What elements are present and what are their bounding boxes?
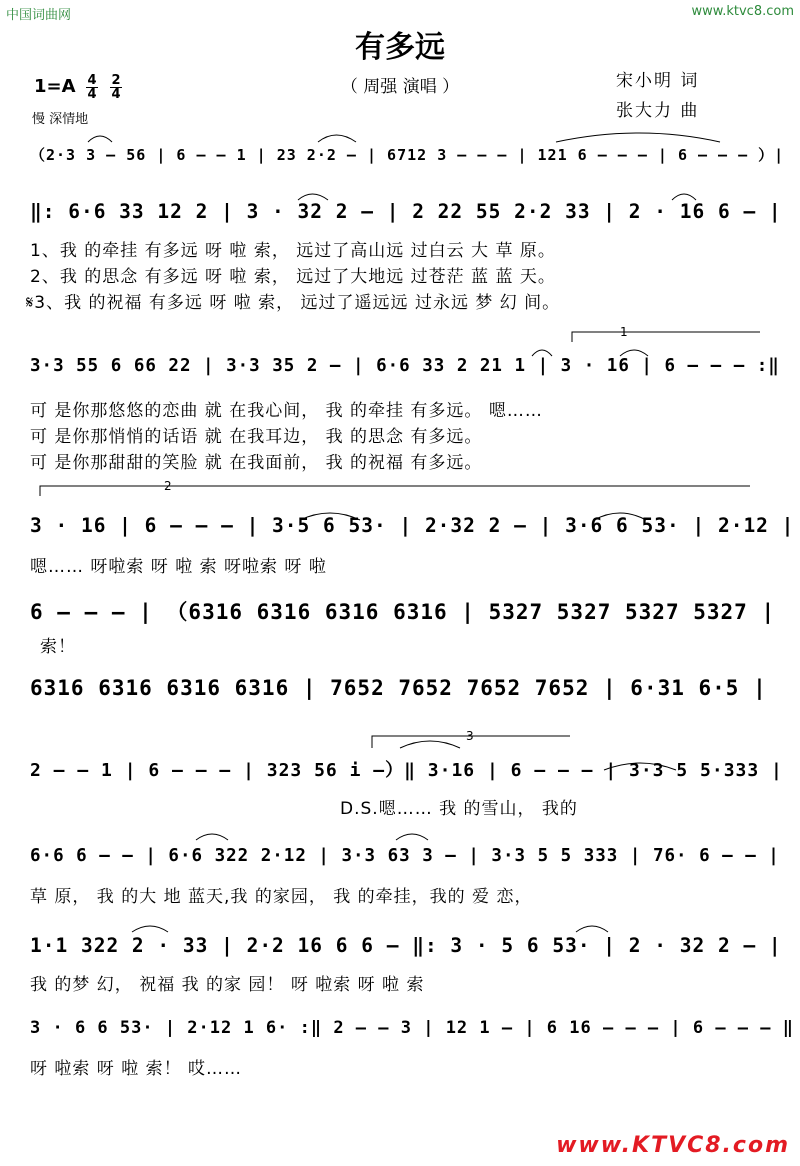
lyric-line: 2、我 的思念 有多远 呀 啦 索， 远过了大地远 过苍茫 蓝 蓝 天。 [30,267,556,287]
time-signature-4-4: 4 4 [87,73,97,102]
volta-bracket-2 [40,486,750,496]
notation-line: 3 · 6 6 53· | 2·12 1 6· :‖ 2 – – 3 | 12 1 – | 6 16 – – – | 6 – – – ‖ [30,1018,794,1038]
notation-line: ‖: 6·6 33 12 2 | 3 · 32 2 – | 2 22 55 2·2 33 | 2 · 16 6 – | [30,200,782,223]
lyric-line: 呀 啦索 呀 啦 索！ 哎…… [30,1059,243,1079]
time-signature-2-4: 2 4 [111,73,121,102]
notation-line: 3·3 55 6 66 22 | 3·3 35 2 – | 6·6 33 2 21 1 | 3 · 16 | 6 – – – :‖ [30,356,780,376]
notation-line: 2 – – 1 | 6 – – – | 323 56 i –）‖ 3·16 | 6 – – – | 3·3 5 5·333 | [30,760,783,781]
volta-label-3: 3 [466,729,474,743]
notation-line: 3 · 16 | 6 – – – | 3·5 6 53· | 2·32 2 – | 3·6 6 53· | 2·12 | [30,514,795,537]
key-signature: 1=A [34,76,76,97]
lyric-line: 𝄋3、我 的祝福 有多远 呀 啦 索， 远过了遥远远 过永远 梦 幻 间。 [26,293,561,313]
notation-line: 1·1 322 2 · 33 | 2·2 16 6 6 – ‖: 3 · 5 6 53· | 2 · 32 2 – | [30,934,782,957]
notation-line: 6316 6316 6316 6316 | 7652 7652 7652 7652 | 6·31 6·5 | [30,676,767,700]
slur [576,926,608,932]
singer-credit: （ 周强 演唱 ） [340,77,460,97]
slur [88,136,112,142]
volta-label-1: 1 [620,325,628,339]
site-watermark-left: 中国词曲网 [6,8,72,23]
site-watermark-right[interactable]: www.ktvc8.com [691,4,794,19]
song-title: 有多远 [355,30,445,65]
slur [132,926,168,932]
composer-credit: 张大力 曲 [616,101,700,121]
site-watermark-bottom[interactable]: www.KTVC8.com [556,1133,790,1158]
slur [396,834,428,840]
notation-line: 6·6 6 – – | 6·6 322 2·12 | 3·3 63 3 – | 3·3 5 5 333 | 76· 6 – – | [30,846,780,866]
tempo-marking: 慢 深情地 [32,112,89,127]
slur [318,135,356,142]
volta-label-2: 2 [164,479,172,493]
slur [400,741,460,748]
slur [196,834,228,840]
lyric-line: 我 的梦 幻， 祝福 我 的家 园！ 呀 啦索 呀 啦 索 [30,975,425,995]
notation-line: （2·3 3 – 56 | 6 – – 1 | 23 2·2 – | 6712 3 – – – | 121 6 – – – | 6 – – – ）| [30,146,785,164]
slur [556,133,720,142]
lyricist-credit: 宋小明 词 [616,71,700,91]
lyric-line: 1、我 的牵挂 有多远 呀 啦 索， 远过了高山远 过白云 大 草 原。 [30,241,556,261]
lyric-line: 可 是你那甜甜的笑脸 就 在我面前， 我 的祝福 有多远。 [30,453,483,473]
lyric-line: 嗯…… 呀啦索 呀 啦 索 呀啦索 呀 啦 [30,557,327,577]
lyric-line: 索！ [40,637,76,657]
lyric-line: 可 是你那悠悠的恋曲 就 在我心间， 我 的牵挂 有多远。 嗯…… [30,401,543,421]
volta-bracket-1 [572,332,760,342]
notation-line: 6 – – – | （6316 6316 6316 6316 | 5327 5327 5327 5327 | [30,600,776,624]
lyric-line: D.S.嗯…… 我 的雪山， 我的 [340,799,578,819]
lyric-line: 草 原， 我 的大 地 蓝天,我 的家园， 我 的牵挂，我的 爱 恋， [30,887,533,907]
lyric-line: 可 是你那悄悄的话语 就 在我耳边， 我 的思念 有多远。 [30,427,483,447]
